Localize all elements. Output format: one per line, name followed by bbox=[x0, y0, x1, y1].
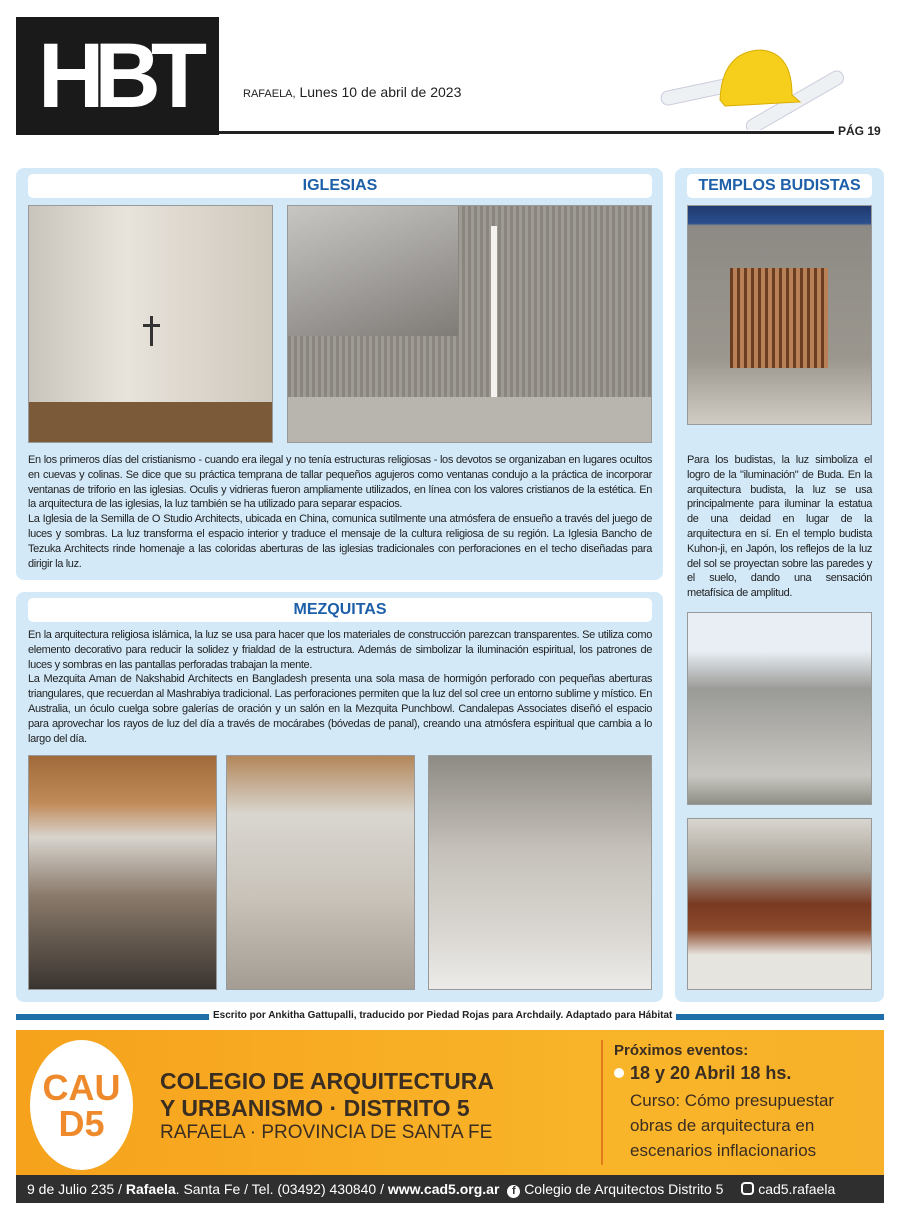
templos-title: TEMPLOS BUDISTAS bbox=[687, 174, 872, 198]
facebook-icon: f bbox=[507, 1185, 520, 1198]
church-photo-2 bbox=[287, 205, 652, 443]
events-title: Próximos eventos: bbox=[614, 1042, 749, 1059]
mezquitas-title: MEZQUITAS bbox=[28, 598, 652, 622]
ad-location: RAFAELA · PROVINCIA DE SANTA FE bbox=[160, 1122, 493, 1143]
mezquitas-paragraph: La Mezquita Aman de Nakshabid Architects en Bangladesh presenta una sola masa de hormigón perforado con pequeñas aberturas triangulares, que recuerdan al Mashrabiya tradicional. Las perforaciones permiten que la luz del sol cree un entorno sublime y místico. En Australia, un óculo cuelga sobre galerías de oración y un salón en la Mezquita Punchbowl. Candalepas Associates diseñó el espacio para aprovechar los rayos de luz del día a través de mocárabes (bóvedas de panal), creando una atmósfera espiritual que cambia a lo largo del día. bbox=[28, 673, 652, 745]
helmet-illustration bbox=[660, 40, 845, 130]
church-photo-1 bbox=[28, 205, 273, 443]
org-name-line: Y URBANISMO · DISTRITO 5 bbox=[160, 1095, 470, 1121]
dateline bbox=[243, 84, 461, 100]
mezquitas-paragraph: En la arquitectura religiosa islámica, la luz se usa para hacer que los materiales de construcción parezcan transparentes. Se utiliza como elemento decorativo para reducir la solidez y frialdad de la estructura. Además de simbolizar la iluminación espiritual, los patrones de luces y sombras en las pantallas perforadas trabajan la mente. bbox=[28, 629, 652, 671]
date: Lunes 10 de abril de 2023 bbox=[299, 84, 462, 100]
mezquitas-text bbox=[28, 628, 652, 746]
mosque-photo-2 bbox=[226, 755, 415, 990]
credit-line bbox=[16, 1011, 884, 1023]
phone: . Santa Fe / Tel. (03492) 430840 / bbox=[175, 1181, 388, 1197]
ad-divider bbox=[601, 1040, 603, 1165]
instagram-link[interactable]: cad5.rafaela bbox=[758, 1181, 836, 1197]
bullet-icon bbox=[614, 1068, 624, 1078]
event-line: Curso: Cómo presupuestar bbox=[630, 1091, 835, 1110]
ad-org-name bbox=[160, 1068, 494, 1122]
event-line: escenarios inflacionarios bbox=[630, 1141, 817, 1160]
city: Rafaela bbox=[125, 1181, 176, 1197]
templos-text: Para los budistas, la luz simboliza el logro de la "iluminación" de Buda. En la arquitectura budista, la luz se usa principalmente para iluminar la estatua de una deidad en lugar de la arquitectura en sí. En el templo budista Kuhon-ji, en Japón, los reflejos de la luz del sol se proyectan sobre las paredes y el suelo, dando una sensación metafísica de amplitud. bbox=[687, 454, 872, 600]
address: 9 de Julio 235 / bbox=[27, 1181, 126, 1197]
event-date: 18 y 20 Abril 18 hs. bbox=[630, 1063, 792, 1083]
iglesias-text bbox=[28, 453, 652, 571]
credit-text: Escrito por Ankitha Gattupalli, traducido por Piedad Rojas para Archdaily. Adaptado para Hábitat bbox=[209, 1010, 676, 1021]
instagram-icon bbox=[741, 1182, 754, 1195]
org-name-line: COLEGIO DE ARQUITECTURA bbox=[160, 1068, 494, 1094]
page-number: PÁG 19 bbox=[838, 124, 881, 138]
logo-line: CAU bbox=[42, 1067, 121, 1108]
event-description bbox=[630, 1088, 834, 1163]
mosque-photo-1 bbox=[28, 755, 217, 990]
temple-photo-2 bbox=[687, 612, 872, 805]
mosque-photo-3 bbox=[428, 755, 652, 990]
ad-footer bbox=[16, 1175, 884, 1203]
temple-photo-1 bbox=[687, 205, 872, 425]
logo-line: D5 bbox=[58, 1103, 105, 1144]
iglesias-paragraph: La Iglesia de la Semilla de O Studio Architects, ubicada en China, comunica sutilmente una atmósfera de ensueño a través del juego de luces y sombras. La luz transforma el espacio interior y traduce el mensaje de la cultura religiosa de su región. La Iglesia Bancho de Tezuka Architects rinde homenaje a las coloridas aberturas de las iglesias tradicionales con perforaciones en el techo diseñadas para dirigir la luz. bbox=[28, 513, 652, 570]
city: RAFAELA, bbox=[243, 88, 296, 100]
iglesias-title: IGLESIAS bbox=[28, 174, 652, 198]
temple-photo-3 bbox=[687, 818, 872, 990]
website-link[interactable]: www.cad5.org.ar bbox=[387, 1181, 500, 1197]
event-line: obras de arquitectura en bbox=[630, 1116, 815, 1135]
cad5-logo bbox=[30, 1040, 133, 1170]
header-rule bbox=[219, 131, 834, 134]
facebook-link[interactable]: Colegio de Arquitectos Distrito 5 bbox=[524, 1181, 724, 1197]
iglesias-paragraph: En los primeros días del cristianismo - cuando era ilegal y no tenía estructuras religiosas - los devotos se organizaban en lugares ocultos en cuevas y colinas. Se dice que su práctica temprana de tallar pequeños agujeros como ventanas condujo a la práctica de incorporar ventanas de triforio en las iglesias. Oculis y vidrieras fueron ampliamente utilizados, en línea con los valores cristianos de la estética. En la arquitectura de las iglesias, la luz también se ha utilizado para separar espacios. bbox=[28, 454, 652, 511]
hbt-logo: HBT bbox=[16, 17, 219, 135]
